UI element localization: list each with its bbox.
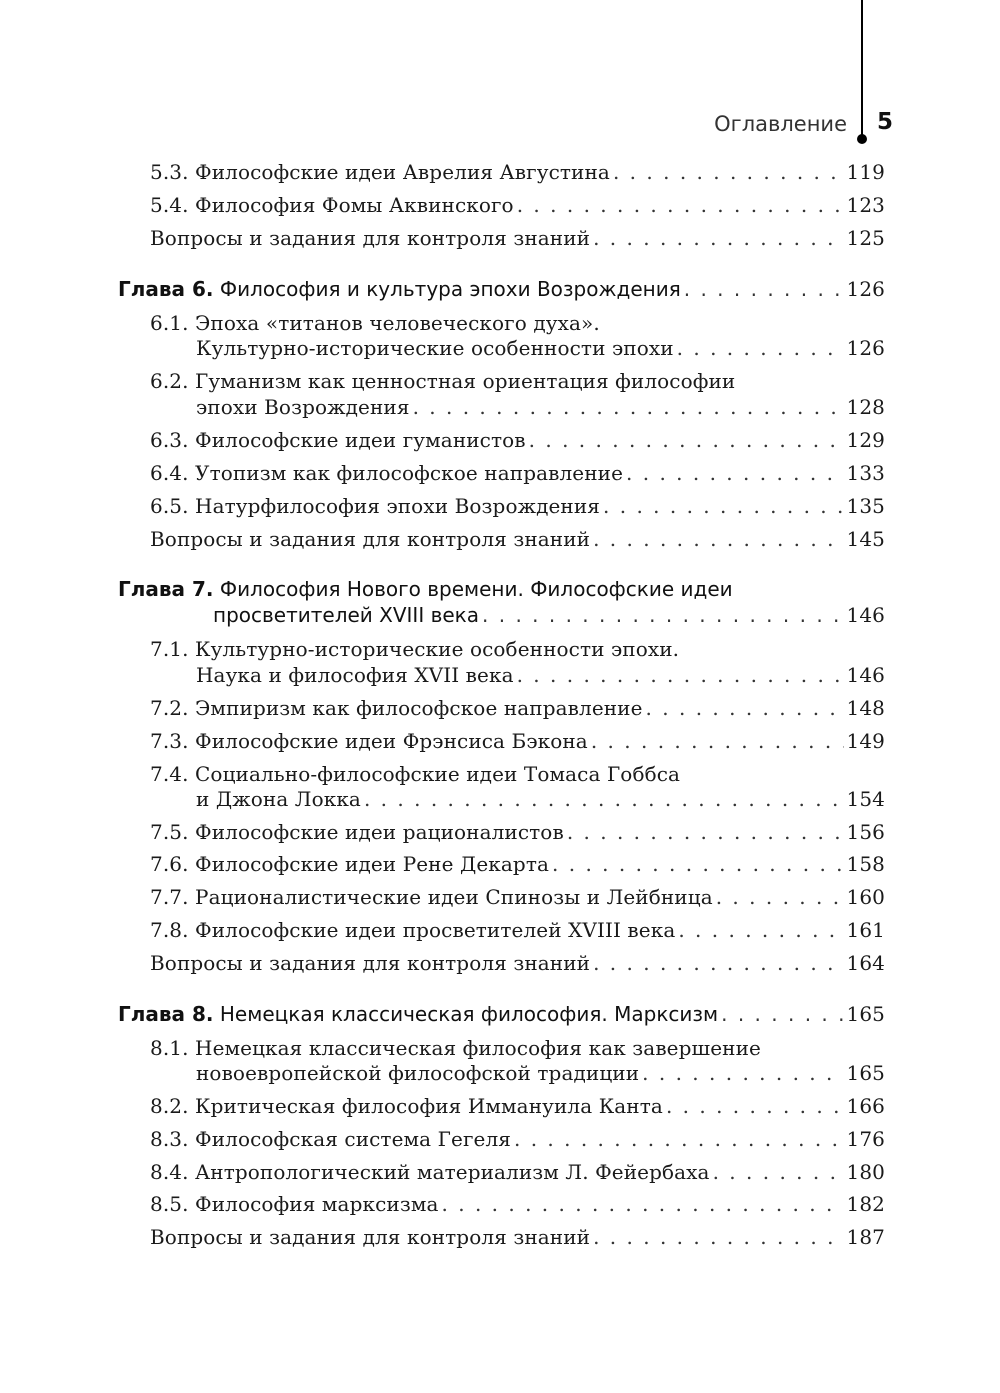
dot-leader xyxy=(684,277,844,301)
dot-leader xyxy=(517,663,844,687)
toc-entry-page: 154 xyxy=(846,787,885,811)
toc-entry-8-3[interactable] xyxy=(150,1127,885,1151)
chapter-title: Философия и культура эпохи Возрождения xyxy=(219,277,681,301)
toc-entry-page: 135 xyxy=(846,494,885,518)
dot-leader xyxy=(603,494,844,518)
dot-leader xyxy=(413,395,844,419)
dot-leader xyxy=(666,1094,844,1118)
toc-entry-page: 126 xyxy=(846,336,885,360)
dot-leader xyxy=(677,336,844,360)
chapter-title: Немецкая классическая философия. Марксизм xyxy=(219,1002,719,1026)
toc-entry-title: Наука и философия XVII века xyxy=(196,663,514,687)
toc-entry-title: 7.3. Философские идеи Фрэнсиса Бэкона xyxy=(150,729,588,753)
toc-entry-page: 165 xyxy=(846,1002,885,1026)
toc-entry-8-5[interactable] xyxy=(150,1192,885,1216)
dot-leader xyxy=(642,1061,843,1085)
dot-leader xyxy=(626,461,844,485)
toc-entry-7-3[interactable] xyxy=(150,729,885,753)
toc-entry-6-2-line1[interactable]: 6.2. Гуманизм как ценностная ориентация философии xyxy=(150,369,736,393)
toc-entry-title: 6.5. Натурфилософия эпохи Возрождения xyxy=(150,494,601,518)
toc-entry-title: Вопросы и задания для контроля знаний xyxy=(150,951,591,975)
toc-entry-title: 6.3. Философские идеи гуманистов xyxy=(150,428,526,452)
dot-leader xyxy=(716,885,844,909)
dot-leader xyxy=(442,1192,844,1216)
toc-entry-page: 133 xyxy=(846,461,885,485)
toc-entry-title: Вопросы и задания для контроля знаний xyxy=(150,226,591,250)
toc-entry-page: 164 xyxy=(846,951,885,975)
toc-chapter-8[interactable] xyxy=(118,1002,885,1026)
toc-entry-7-4-line1[interactable]: 7.4. Социально-философские идеи Томаса Гоббса xyxy=(150,762,681,786)
toc-entry-7-1-line1[interactable]: 7.1. Культурно-исторические особенности эпохи. xyxy=(150,637,680,661)
dot-leader xyxy=(552,852,844,876)
toc-entry-page: 158 xyxy=(846,852,885,876)
dot-leader xyxy=(593,527,843,551)
toc-entry-questions-8[interactable] xyxy=(150,1225,885,1249)
toc-entry-questions-5[interactable] xyxy=(150,226,885,250)
toc-entry-8-1[interactable] xyxy=(196,1061,885,1085)
toc-entry-page: 161 xyxy=(846,918,885,942)
toc-entry-page: 165 xyxy=(846,1061,885,1085)
dot-leader xyxy=(482,603,844,627)
toc-entry-title: 5.3. Философские идеи Аврелия Августина xyxy=(150,160,610,184)
toc-entry-page: 126 xyxy=(846,277,885,301)
dot-leader xyxy=(514,1127,844,1151)
toc-entry-title: Вопросы и задания для контроля знаний xyxy=(150,527,591,551)
toc-entry-7-2[interactable] xyxy=(150,696,885,720)
toc-entry-title: 6.4. Утопизм как философское направление xyxy=(150,461,624,485)
toc-entry-page: 180 xyxy=(846,1160,885,1184)
chapter-label: Глава 8. xyxy=(118,1002,214,1026)
toc-entry-5-4[interactable] xyxy=(150,193,885,217)
toc-entry-title: и Джона Локка xyxy=(196,787,361,811)
toc-entry-page: 187 xyxy=(846,1225,885,1249)
toc-entry-page: 149 xyxy=(846,729,885,753)
toc-entry-title: 7.6. Философские идеи Рене Декарта xyxy=(150,852,550,876)
toc-entry-page: 182 xyxy=(846,1192,885,1216)
dot-leader xyxy=(593,226,843,250)
toc-entry-7-4[interactable] xyxy=(196,787,885,811)
toc-entry-title: 8.3. Философская система Гегеля xyxy=(150,1127,511,1151)
toc-entry-8-4[interactable] xyxy=(150,1160,885,1184)
toc-entry-page: 129 xyxy=(846,428,885,452)
toc-entry-title: новоевропейской философской традиции xyxy=(196,1061,640,1085)
toc-entry-page: 156 xyxy=(846,820,885,844)
chapter-label: Глава 6. xyxy=(118,277,214,301)
dot-leader xyxy=(593,1225,843,1249)
dot-leader xyxy=(593,951,843,975)
toc-entry-page: 125 xyxy=(846,226,885,250)
toc-entry-title: Вопросы и задания для контроля знаний xyxy=(150,1225,591,1249)
toc-entry-7-7[interactable] xyxy=(150,885,885,909)
dot-leader xyxy=(567,820,844,844)
toc-entry-6-4[interactable] xyxy=(150,461,885,485)
toc-entry-page: 145 xyxy=(846,527,885,551)
chapter-title: Философия Нового времени. Философские идеи xyxy=(219,577,733,601)
toc-entry-page: 146 xyxy=(846,603,885,627)
toc-entry-title: Культурно-исторические особенности эпохи xyxy=(196,336,674,360)
toc-entry-page: 148 xyxy=(846,696,885,720)
toc-entry-page: 176 xyxy=(846,1127,885,1151)
chapter-label: Глава 7. xyxy=(118,577,214,601)
toc-entry-title: 7.7. Рационалистические идеи Спинозы и Лейбница xyxy=(150,885,713,909)
toc-entry-5-3[interactable] xyxy=(150,160,885,184)
toc-entry-page: 128 xyxy=(846,395,885,419)
toc-entry-title: 5.4. Философия Фомы Аквинского xyxy=(150,193,514,217)
toc-entry-title: 8.2. Критическая философия Иммануила Канта xyxy=(150,1094,663,1118)
toc-chapter-6[interactable] xyxy=(118,277,885,301)
toc-entry-7-8[interactable] xyxy=(150,918,885,942)
dot-leader xyxy=(591,729,844,753)
toc-entry-6-1-line1[interactable]: 6.1. Эпоха «титанов человеческого духа». xyxy=(150,311,600,335)
toc-entry-questions-6[interactable] xyxy=(150,527,885,551)
toc-entry-8-1-line1[interactable]: 8.1. Немецкая классическая философия как завершение xyxy=(150,1036,761,1060)
toc-entry-page: 166 xyxy=(846,1094,885,1118)
running-header-title: Оглавление xyxy=(714,112,847,136)
toc-entry-title: 8.4. Антропологический материализм Л. Фейербаха xyxy=(150,1160,710,1184)
dot-leader xyxy=(613,160,844,184)
toc-entry-page: 160 xyxy=(846,885,885,909)
toc-entry-7-6[interactable] xyxy=(150,852,885,876)
toc-entry-page: 146 xyxy=(846,663,885,687)
toc-entry-7-5[interactable] xyxy=(150,820,885,844)
toc-entry-title: 8.5. Философия марксизма xyxy=(150,1192,439,1216)
toc-entry-page: 123 xyxy=(846,193,885,217)
toc-entry-questions-7[interactable] xyxy=(150,951,885,975)
dot-leader xyxy=(646,696,844,720)
chapter-title-line2: просветителей XVIII века xyxy=(213,603,480,627)
toc-entry-7-1[interactable] xyxy=(196,663,885,687)
dot-leader xyxy=(529,428,844,452)
toc-entry-6-2[interactable] xyxy=(196,395,885,419)
toc-entry-title: 7.2. Эмпиризм как философское направление xyxy=(150,696,643,720)
toc-entry-page: 119 xyxy=(846,160,885,184)
toc-entry-title: 7.8. Философские идеи просветителей XVIII века xyxy=(150,918,676,942)
dot-leader xyxy=(678,918,843,942)
dot-leader xyxy=(364,787,844,811)
toc-entry-6-5[interactable] xyxy=(150,494,885,518)
toc-entry-title: эпохи Возрождения xyxy=(196,395,410,419)
toc-entry-title: 7.5. Философские идеи рационалистов xyxy=(150,820,564,844)
toc-chapter-7-line1[interactable] xyxy=(118,577,733,601)
dot-leader xyxy=(721,1002,843,1026)
toc-chapter-7[interactable] xyxy=(213,603,885,627)
dot-leader xyxy=(713,1160,844,1184)
page-number: 5 xyxy=(877,109,894,135)
toc-entry-6-3[interactable] xyxy=(150,428,885,452)
toc-entry-8-2[interactable] xyxy=(150,1094,885,1118)
dot-leader xyxy=(517,193,844,217)
toc-entry-6-1[interactable] xyxy=(196,336,885,360)
